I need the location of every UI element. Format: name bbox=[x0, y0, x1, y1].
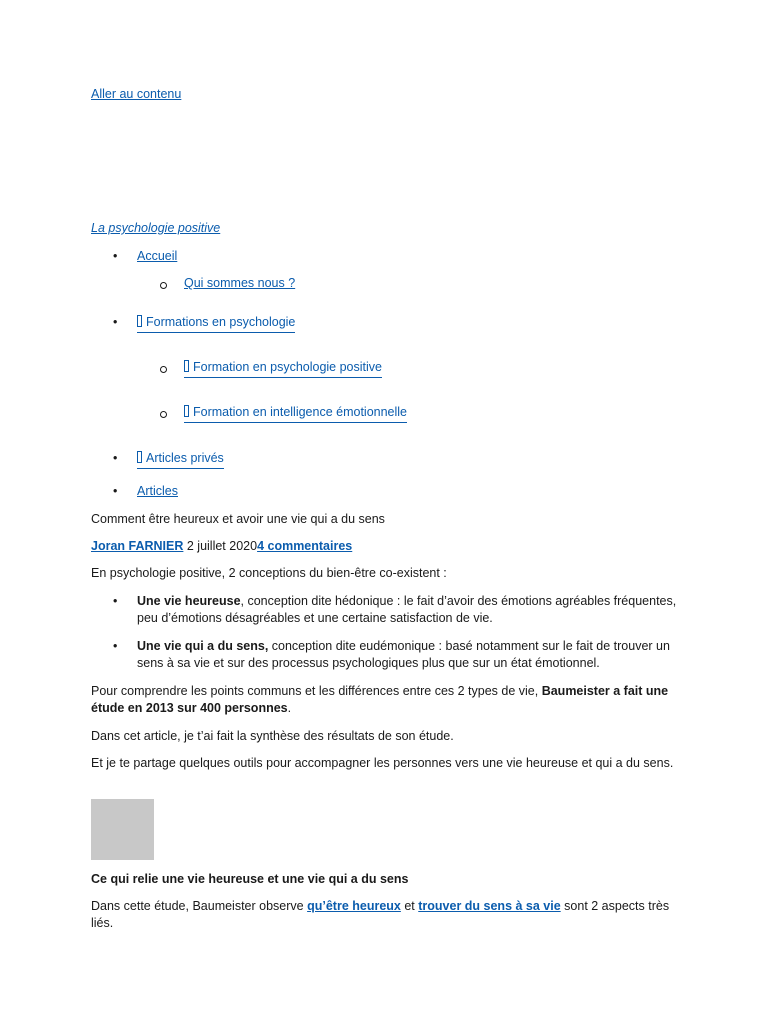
article-meta bbox=[91, 538, 681, 555]
menu-link-qui-sommes-nous[interactable]: Qui sommes nous ? bbox=[184, 276, 296, 290]
missing-glyph-icon bbox=[184, 360, 189, 372]
paragraph-observation bbox=[91, 898, 681, 932]
article-title: Comment être heureux et avoir une vie qui a du sens bbox=[91, 512, 385, 526]
menu-label-formations: Formations en psychologie bbox=[146, 315, 296, 329]
bullet-icon: • bbox=[113, 594, 118, 608]
paragraph-study bbox=[91, 683, 681, 717]
section-heading: Ce qui relie une vie heureuse et une vie qui a du sens bbox=[91, 872, 409, 886]
list-item-text: , conception dite hédonique : le fait d’avoir des émotions agréables fréquentes, peu d’émotions désagréables et une certaine satisfaction de vie. bbox=[137, 594, 677, 625]
site-title-link[interactable]: La psychologie positive bbox=[91, 221, 221, 235]
menu-label-articles-prives: Articles privés bbox=[146, 451, 224, 465]
bullet-icon: • bbox=[113, 249, 118, 263]
author-link[interactable]: Joran FARNIER bbox=[91, 539, 184, 553]
skip-to-content-link[interactable]: Aller au contenu bbox=[91, 87, 182, 101]
circle-bullet-icon bbox=[160, 366, 167, 373]
menu-item-formation-intelligence bbox=[184, 405, 407, 423]
circle-bullet-icon bbox=[160, 282, 167, 289]
list-item-bold: Une vie heureuse bbox=[137, 594, 241, 608]
menu-link-accueil[interactable]: Accueil bbox=[137, 249, 178, 263]
menu-item-articles bbox=[113, 484, 178, 498]
bullet-icon: • bbox=[113, 451, 118, 465]
menu-item-formations bbox=[113, 315, 296, 333]
article-intro: En psychologie positive, 2 conceptions du bien-être co-existent : bbox=[91, 566, 447, 580]
menu-link-formation-psy-positive[interactable] bbox=[184, 360, 382, 378]
paragraph-text: Dans cette étude, Baumeister observe bbox=[91, 899, 308, 913]
missing-glyph-icon bbox=[137, 451, 142, 463]
comments-link[interactable]: 4 commentaires bbox=[257, 539, 353, 553]
bullet-icon: • bbox=[113, 315, 118, 329]
menu-link-articles[interactable]: Articles bbox=[137, 484, 178, 498]
paragraph-tools: Et je te partage quelques outils pour accompagner les personnes vers une vie heureuse et qui a du sens. bbox=[91, 756, 674, 770]
paragraph-text-mid: et bbox=[400, 899, 419, 913]
menu-item-articles-prives bbox=[113, 451, 224, 469]
article-image-placeholder bbox=[91, 799, 154, 860]
paragraph-text-end: sont 2 aspects très liés. bbox=[91, 899, 670, 930]
paragraph-text: Pour comprendre les points communs et les différences entre ces 2 types de vie, bbox=[91, 684, 542, 698]
list-item bbox=[113, 638, 681, 672]
missing-glyph-icon bbox=[184, 405, 189, 417]
menu-item-formation-psy-positive bbox=[184, 360, 382, 378]
circle-bullet-icon bbox=[160, 411, 167, 418]
menu-link-formation-intelligence[interactable] bbox=[184, 405, 407, 423]
menu-label-formation-intelligence: Formation en intelligence émotionnelle bbox=[193, 405, 408, 419]
menu-label-formation-psy-positive: Formation en psychologie positive bbox=[193, 360, 382, 374]
bullet-icon: • bbox=[113, 639, 118, 653]
paragraph-synthesis: Dans cet article, je t’ai fait la synthèse des résultats de son étude. bbox=[91, 729, 454, 743]
list-item-text: conception dite eudémonique : basé notamment sur le fait de trouver un sens à sa vie et sur des processus psychologiques plus que sur un état émotionnel. bbox=[137, 639, 670, 670]
missing-glyph-icon bbox=[137, 315, 142, 327]
article-date: 2 juillet 2020 bbox=[183, 539, 258, 553]
menu-item-accueil bbox=[113, 249, 178, 263]
paragraph-end: . bbox=[287, 701, 292, 715]
bullet-icon: • bbox=[113, 484, 118, 498]
link-trouver-du-sens[interactable]: trouver du sens à sa vie bbox=[418, 899, 561, 913]
menu-link-articles-prives[interactable] bbox=[137, 451, 224, 469]
list-item-bold: Une vie qui a du sens, bbox=[137, 639, 269, 653]
menu-item-qui-sommes-nous bbox=[184, 276, 295, 290]
list-item bbox=[113, 593, 681, 627]
menu-link-formations[interactable] bbox=[137, 315, 295, 333]
link-etre-heureux[interactable]: qu’être heureux bbox=[307, 899, 401, 913]
paragraph-bold: Baumeister a fait une étude en 2013 sur 400 personnes bbox=[91, 684, 669, 715]
